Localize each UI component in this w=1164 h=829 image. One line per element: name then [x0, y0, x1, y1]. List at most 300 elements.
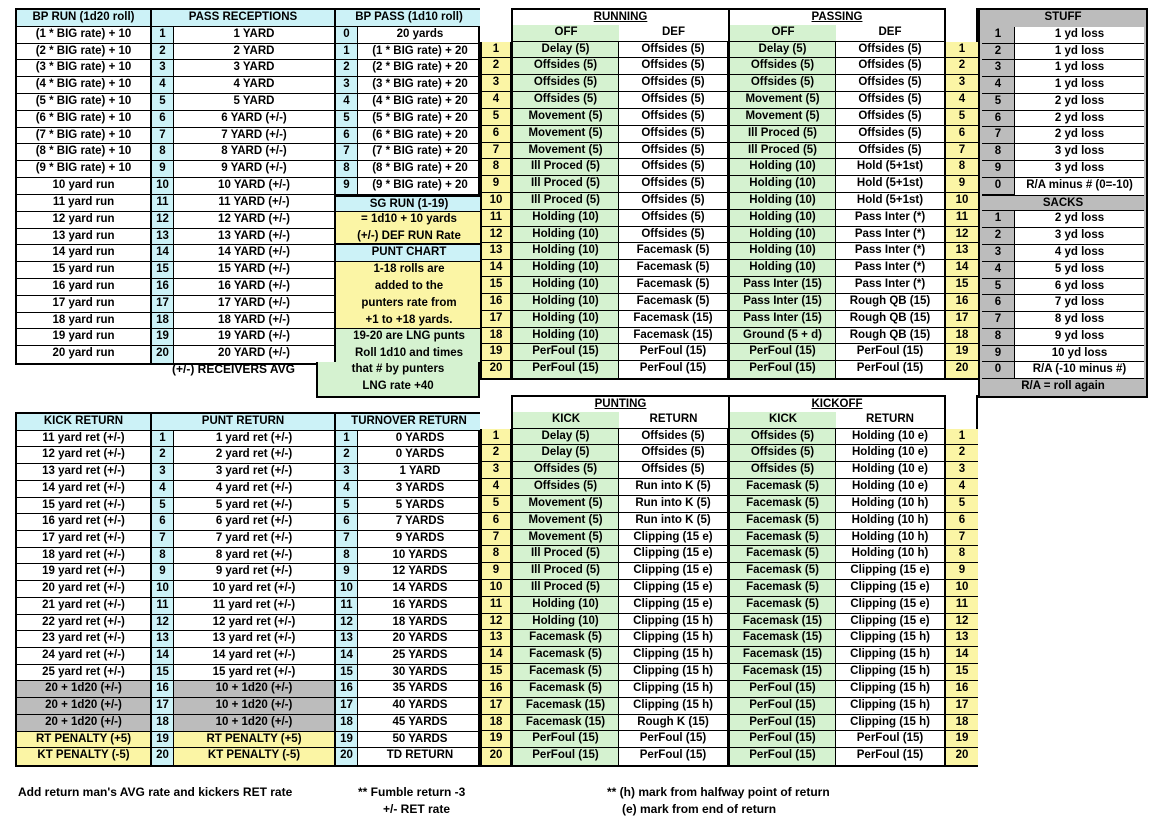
penalty-cell: Offsides (5)	[619, 143, 728, 160]
kick-return-cell: 12 yard ret (+/-)	[17, 447, 152, 464]
roll-number: 4	[982, 262, 1015, 279]
penalty-cell: Pass Inter (15)	[728, 311, 836, 328]
roll-number: 3	[152, 464, 174, 481]
running-def-label: DEF	[619, 25, 728, 42]
roll-number: 20	[152, 748, 174, 765]
penalty-cell: Clipping (15 h)	[619, 614, 728, 631]
punt-return-cell: 5 yard ret (+/-)	[174, 498, 336, 515]
penalty-cell: Holding (10)	[511, 311, 619, 328]
penalty-cell: Clipping (15 h)	[836, 664, 946, 681]
penalty-cell: Facemask (5)	[728, 597, 836, 614]
sacks-title: SACKS	[982, 195, 1144, 212]
penalty-cell: Delay (5)	[511, 429, 619, 446]
roll-number: 14	[336, 648, 358, 665]
roll-number: 18	[946, 328, 978, 345]
penalty-cell: Rough QB (15)	[836, 311, 946, 328]
pass-reception-cell: 13 YARD (+/-)	[174, 229, 336, 246]
turnover-return-cell: 0 YARDS	[358, 431, 482, 448]
penalty-cell: Delay (5)	[511, 42, 619, 59]
sack-cell: 4 yd loss	[1015, 245, 1144, 262]
penalty-cell: Clipping (15 h)	[619, 664, 728, 681]
roll-number: 0	[982, 362, 1015, 379]
punt-chart-line: +1 to +18 yards.	[336, 313, 482, 330]
roll-number: 11	[480, 597, 511, 614]
penalty-cell: Offsides (5)	[619, 176, 728, 193]
punt-return-cell: 6 yard ret (+/-)	[174, 514, 336, 531]
turnover-return-cell: 12 YARDS	[358, 564, 482, 581]
kick-return-cell: 18 yard ret (+/-)	[17, 548, 152, 565]
penalty-cell: Facemask (15)	[619, 328, 728, 345]
sack-cell: 2 yd loss	[1015, 211, 1144, 228]
bp-run-cell: (3 * BIG rate) + 10	[17, 60, 152, 77]
roll-number: 15	[152, 262, 174, 279]
return-table	[15, 412, 480, 767]
penalty-cell: PerFoul (15)	[511, 344, 619, 361]
penalty-cell: Facemask (15)	[728, 664, 836, 681]
roll-number: 1	[982, 211, 1015, 228]
roll-number: 6	[946, 126, 978, 143]
bp-pass-cell: (6 * BIG rate) + 20	[358, 128, 482, 145]
penalty-cell: Holding (10)	[511, 243, 619, 260]
sack-cell: 5 yd loss	[1015, 262, 1144, 279]
penalty-cell: PerFoul (15)	[728, 715, 836, 732]
penalty-cell: Offsides (5)	[511, 479, 619, 496]
penalty-cell: Rough QB (15)	[836, 294, 946, 311]
penalty-cell: Holding (10)	[511, 277, 619, 294]
roll-number: 4	[982, 77, 1015, 94]
penalty-cell: Holding (10)	[511, 294, 619, 311]
pass-reception-cell: 17 YARD (+/-)	[174, 296, 336, 313]
roll-number: 13	[946, 243, 978, 260]
penalty-cell: Ill Proced (5)	[728, 126, 836, 143]
roll-number: 7	[480, 143, 511, 160]
punting-kick-label: KICK	[511, 412, 619, 429]
roll-number: 8	[946, 159, 978, 176]
roll-number: 3	[982, 60, 1015, 77]
roll-number: 6	[946, 513, 978, 530]
turnover-return-cell: 18 YARDS	[358, 615, 482, 632]
penalty-cell: Clipping (15 h)	[619, 698, 728, 715]
roll-number: 10	[480, 193, 511, 210]
turnover-return-cell: 30 YARDS	[358, 665, 482, 682]
punt-return-cell: 13 yard ret (+/-)	[174, 631, 336, 648]
penalty-cell: Holding (10)	[728, 176, 836, 193]
penalty-cell: Offsides (5)	[619, 109, 728, 126]
stuff-cell: 3 yd loss	[1015, 161, 1144, 178]
penalty-cell: Holding (10 h)	[836, 513, 946, 530]
penalty-cell: Clipping (15 h)	[836, 630, 946, 647]
roll-number: 11	[152, 598, 174, 615]
roll-number: 16	[480, 294, 511, 311]
roll-number: 8	[152, 548, 174, 565]
penalty-cell: Offsides (5)	[619, 126, 728, 143]
footer-note-ret-rate: +/- RET rate	[383, 802, 451, 816]
penalty-cell: Movement (5)	[511, 496, 619, 513]
roll-number: 11	[480, 210, 511, 227]
punt-return-cell: 10 + 1d20 (+/-)	[174, 698, 336, 715]
turnover-return-cell: 45 YARDS	[358, 715, 482, 732]
roll-number: 8	[946, 546, 978, 563]
kick-return-cell: 23 yard ret (+/-)	[17, 631, 152, 648]
roll-number: 17	[946, 698, 978, 715]
punt-return-cell: 9 yard ret (+/-)	[174, 564, 336, 581]
penalty-cell: Delay (5)	[728, 42, 836, 59]
roll-number: 8	[152, 144, 174, 161]
penalty-cell: PerFoul (15)	[728, 344, 836, 361]
penalty-cell: Offsides (5)	[619, 75, 728, 92]
punt-return-cell: KT PENALTY (-5)	[174, 748, 336, 765]
penalty-cell: Movement (5)	[728, 92, 836, 109]
penalty-cell: Holding (10)	[511, 260, 619, 277]
roll-number: 1	[982, 27, 1015, 44]
penalty-cell: Offsides (5)	[619, 445, 728, 462]
pass-reception-cell: 12 YARD (+/-)	[174, 212, 336, 229]
penalty-cell: Ill Proced (5)	[511, 580, 619, 597]
roll-number: 2	[982, 228, 1015, 245]
roll-number: 18	[946, 715, 978, 732]
penalty-cell: Hold (5+1st)	[836, 193, 946, 210]
roll-number: 15	[152, 665, 174, 682]
punt-chart-title: PUNT CHART	[336, 245, 482, 262]
roll-number: 6	[982, 111, 1015, 128]
roll-number: 17	[946, 311, 978, 328]
punt-return-cell: 8 yard ret (+/-)	[174, 548, 336, 565]
kick-return-cell: 17 yard ret (+/-)	[17, 531, 152, 548]
roll-number: 2	[480, 58, 511, 75]
kick-return-cell: 16 yard ret (+/-)	[17, 514, 152, 531]
penalty-cell: Offsides (5)	[619, 159, 728, 176]
kickoff-kick-label: KICK	[728, 412, 836, 429]
penalty-cell: Run into K (5)	[619, 513, 728, 530]
roll-number: 11	[946, 210, 978, 227]
turnover-return-cell: 50 YARDS	[358, 732, 482, 749]
penalty-cell: Clipping (15 e)	[619, 530, 728, 547]
turnover-return-cell: 7 YARDS	[358, 514, 482, 531]
punt-chart-line: Roll 1d10 and times	[336, 346, 482, 363]
roll-number: 3	[982, 245, 1015, 262]
roll-number: 3	[946, 462, 978, 479]
penalty-cell: Clipping (15 h)	[836, 647, 946, 664]
penalty-cell: Clipping (15 h)	[836, 681, 946, 698]
roll-number: 7	[336, 144, 358, 161]
sack-cell: 6 yd loss	[1015, 279, 1144, 296]
penalty-cell: Clipping (15 e)	[836, 580, 946, 597]
penalty-cell: Facemask (15)	[728, 630, 836, 647]
roll-number: 4	[152, 77, 174, 94]
roll-number: 11	[946, 597, 978, 614]
penalty-cell: Facemask (5)	[511, 664, 619, 681]
passing-def-label: DEF	[836, 25, 946, 42]
roll-number: 3	[152, 60, 174, 77]
penalty-cell: Offsides (5)	[619, 462, 728, 479]
penalty-cell: Pass Inter (*)	[836, 243, 946, 260]
bp-pass-title: BP PASS (1d10 roll)	[336, 10, 482, 27]
punt-return-cell: 10 yard ret (+/-)	[174, 581, 336, 598]
penalty-cell: PerFoul (15)	[511, 731, 619, 748]
kick-return-cell: 22 yard ret (+/-)	[17, 615, 152, 632]
roll-number: 7	[336, 531, 358, 548]
kickoff-title: KICKOFF	[728, 395, 946, 412]
penalty-cell: Clipping (15 h)	[619, 681, 728, 698]
punt-chart-line: 1-18 rolls are	[336, 262, 482, 279]
penalty-cell: Facemask (5)	[511, 647, 619, 664]
penalty-cell: Run into K (5)	[619, 496, 728, 513]
penalty-cell: Holding (10)	[728, 243, 836, 260]
roll-number: 2	[480, 445, 511, 462]
roll-number: 5	[152, 94, 174, 111]
kick-return-cell: 20 + 1d20 (+/-)	[17, 715, 152, 732]
pass-reception-cell: 18 YARD (+/-)	[174, 313, 336, 330]
roll-number: 16	[336, 681, 358, 698]
bp-run-cell: 12 yard run	[17, 212, 152, 229]
roll-number: 1	[336, 431, 358, 448]
kick-return-cell: 13 yard ret (+/-)	[17, 464, 152, 481]
roll-number: 12	[152, 615, 174, 632]
punt-return-cell: 2 yard ret (+/-)	[174, 447, 336, 464]
stuff-cell: 1 yd loss	[1015, 44, 1144, 61]
roll-number: 4	[480, 479, 511, 496]
penalty-cell: Movement (5)	[511, 530, 619, 547]
roll-number: 18	[152, 313, 174, 330]
kick-return-cell: 14 yard ret (+/-)	[17, 481, 152, 498]
penalty-cell: PerFoul (15)	[728, 731, 836, 748]
roll-number: 13	[152, 631, 174, 648]
penalty-cell: Clipping (15 e)	[619, 597, 728, 614]
penalty-cell: Clipping (15 h)	[836, 715, 946, 732]
roll-number: 20	[946, 748, 978, 765]
penalty-cell: Ill Proced (5)	[728, 143, 836, 160]
bp-run-cell: (5 * BIG rate) + 10	[17, 94, 152, 111]
penalty-cell: Clipping (15 e)	[836, 563, 946, 580]
roll-number: 18	[152, 715, 174, 732]
punting-return-label: RETURN	[619, 412, 728, 429]
roll-number: 5	[480, 109, 511, 126]
pass-reception-cell: 7 YARD (+/-)	[174, 128, 336, 145]
roll-number: 8	[336, 161, 358, 178]
roll-number: 7	[480, 530, 511, 547]
penalty-cell: PerFoul (15)	[836, 731, 946, 748]
roll-number: 15	[946, 664, 978, 681]
turnover-return-cell: 10 YARDS	[358, 548, 482, 565]
punt-chart-line: that # by punters	[318, 362, 478, 379]
roll-number: 19	[946, 344, 978, 361]
bp-run-cell: (6 * BIG rate) + 10	[17, 111, 152, 128]
pass-reception-cell: 15 YARD (+/-)	[174, 262, 336, 279]
penalty-cell: Facemask (15)	[511, 698, 619, 715]
bp-run-cell: 19 yard run	[17, 329, 152, 346]
roll-number: 15	[946, 277, 978, 294]
bp-run-cell: 13 yard run	[17, 229, 152, 246]
roll-number: 1	[152, 27, 174, 44]
bp-run-cell: 14 yard run	[17, 245, 152, 262]
offense-table	[15, 8, 480, 365]
penalty-cell: Clipping (15 h)	[619, 630, 728, 647]
roll-number: 10	[480, 580, 511, 597]
roll-number: 13	[152, 229, 174, 246]
penalty-cell: PerFoul (15)	[728, 698, 836, 715]
roll-number: 16	[152, 681, 174, 698]
penalty-cell: Facemask (5)	[619, 260, 728, 277]
roll-number: 10	[946, 580, 978, 597]
penalty-cell: Offsides (5)	[619, 193, 728, 210]
stuff-cell: 1 yd loss	[1015, 77, 1144, 94]
roll-number: 5	[946, 496, 978, 513]
roll-number: 12	[480, 614, 511, 631]
penalty-cell: Offsides (5)	[728, 75, 836, 92]
roll-number: 0	[336, 27, 358, 44]
roll-number: 15	[336, 665, 358, 682]
roll-number: 9	[946, 563, 978, 580]
penalty-cell: Ill Proced (5)	[511, 176, 619, 193]
roll-number: 16	[480, 681, 511, 698]
kick-return-cell: KT PENALTY (-5)	[17, 748, 152, 765]
bp-run-cell: (8 * BIG rate) + 10	[17, 144, 152, 161]
stuff-cell: 2 yd loss	[1015, 127, 1144, 144]
roll-number: 2	[946, 58, 978, 75]
bp-pass-cell: 20 yards	[358, 27, 482, 44]
bp-run-cell: (7 * BIG rate) + 10	[17, 128, 152, 145]
penalty-cell: Clipping (15 h)	[836, 698, 946, 715]
penalty-cell: Offsides (5)	[511, 75, 619, 92]
kick-return-cell: 20 yard ret (+/-)	[17, 581, 152, 598]
stuff-sacks-table	[978, 8, 1148, 398]
roll-number: 2	[946, 445, 978, 462]
turnover-return-cell: 35 YARDS	[358, 681, 482, 698]
roll-number: 2	[152, 44, 174, 61]
roll-number: 20	[480, 361, 511, 378]
stuff-cell: 2 yd loss	[1015, 111, 1144, 128]
penalty-cell: Offsides (5)	[836, 75, 946, 92]
roll-number: 8	[336, 548, 358, 565]
punt-chart-line: 19-20 are LNG punts	[336, 329, 482, 346]
penalty-cell: Offsides (5)	[619, 429, 728, 446]
pass-reception-cell: 4 YARD	[174, 77, 336, 94]
roll-number: 4	[480, 92, 511, 109]
stuff-cell: 1 yd loss	[1015, 60, 1144, 77]
kick-return-cell: 24 yard ret (+/-)	[17, 648, 152, 665]
roll-number: 19	[480, 731, 511, 748]
punt-return-cell: 10 + 1d20 (+/-)	[174, 681, 336, 698]
running-off-label: OFF	[511, 25, 619, 42]
roll-number: 14	[152, 648, 174, 665]
roll-number: 6	[480, 513, 511, 530]
roll-number: 6	[982, 295, 1015, 312]
footer-note-fumble: ** Fumble return -3	[358, 785, 466, 799]
roll-number: 9	[480, 176, 511, 193]
punt-return-cell: RT PENALTY (+5)	[174, 732, 336, 749]
roll-number: 2	[336, 60, 358, 77]
punting-title: PUNTING	[511, 395, 728, 412]
penalty-cell: PerFoul (15)	[728, 748, 836, 765]
roll-number: 7	[946, 143, 978, 160]
penalty-cell: Holding (10)	[511, 614, 619, 631]
penalty-cell: Facemask (5)	[728, 513, 836, 530]
kick-return-cell: 11 yard ret (+/-)	[17, 431, 152, 448]
penalty-cell: PerFoul (15)	[619, 731, 728, 748]
bp-run-cell: 15 yard run	[17, 262, 152, 279]
roll-number: 17	[480, 311, 511, 328]
roll-number: 4	[336, 481, 358, 498]
penalty-cell: Facemask (5)	[728, 546, 836, 563]
bp-run-cell: 11 yard run	[17, 195, 152, 212]
roll-number: 5	[480, 496, 511, 513]
roll-number: 6	[152, 514, 174, 531]
penalty-cell: Offsides (5)	[511, 58, 619, 75]
penalty-cell: Clipping (15 e)	[619, 546, 728, 563]
roll-number: 6	[152, 111, 174, 128]
roll-number: 5	[946, 109, 978, 126]
penalty-cell: Holding (10 e)	[836, 479, 946, 496]
roll-number: 9	[982, 346, 1015, 363]
stuff-cell: 1 yd loss	[1015, 27, 1144, 44]
penalty-cell: Offsides (5)	[728, 429, 836, 446]
penalty-cell: Holding (10)	[728, 210, 836, 227]
penalty-cell: Pass Inter (15)	[728, 277, 836, 294]
punt-return-cell: 3 yard ret (+/-)	[174, 464, 336, 481]
roll-number: 18	[480, 328, 511, 345]
penalty-cell: Offsides (5)	[836, 92, 946, 109]
stuff-cell: 2 yd loss	[1015, 94, 1144, 111]
roll-number: 5	[152, 498, 174, 515]
roll-number: 18	[480, 715, 511, 732]
punt-return-cell: 1 yard ret (+/-)	[174, 431, 336, 448]
bp-run-cell: 17 yard run	[17, 296, 152, 313]
penalty-cell: Holding (10)	[511, 210, 619, 227]
kick-return-cell: RT PENALTY (+5)	[17, 732, 152, 749]
roll-number: 5	[982, 94, 1015, 111]
roll-number: 9	[152, 161, 174, 178]
penalty-cell: Hold (5+1st)	[836, 159, 946, 176]
roll-number: 17	[336, 698, 358, 715]
penalty-cell: Facemask (5)	[619, 277, 728, 294]
penalty-cell: Clipping (15 e)	[619, 563, 728, 580]
bp-run-title: BP RUN (1d20 roll)	[17, 10, 152, 27]
penalty-cell: Offsides (5)	[836, 109, 946, 126]
kick-return-cell: 15 yard ret (+/-)	[17, 498, 152, 515]
penalty-cell: Holding (10)	[728, 227, 836, 244]
punt-return-cell: 4 yard ret (+/-)	[174, 481, 336, 498]
penalty-cell: Clipping (15 h)	[619, 647, 728, 664]
turnover-return-cell: 14 YARDS	[358, 581, 482, 598]
roll-number: 8	[982, 144, 1015, 161]
punt-return-cell: 12 yard ret (+/-)	[174, 615, 336, 632]
roll-number: 13	[480, 243, 511, 260]
pass-reception-cell: 5 YARD	[174, 94, 336, 111]
roll-number: 3	[336, 464, 358, 481]
penalty-cell: Facemask (5)	[619, 294, 728, 311]
turnover-return-cell: 25 YARDS	[358, 648, 482, 665]
roll-number: 9	[946, 176, 978, 193]
roll-number: 14	[152, 245, 174, 262]
roll-number: 19	[480, 344, 511, 361]
roll-number: 5	[982, 279, 1015, 296]
turnover-return-cell: 9 YARDS	[358, 531, 482, 548]
stuff-cell: R/A minus # (0=-10)	[1015, 178, 1144, 195]
bp-pass-cell: (3 * BIG rate) + 20	[358, 77, 482, 94]
turnover-return-cell: 5 YARDS	[358, 498, 482, 515]
penalty-cell: Facemask (5)	[728, 580, 836, 597]
turnover-return-cell: TD RETURN	[386, 749, 454, 762]
penalty-cell: Pass Inter (*)	[836, 260, 946, 277]
penalty-cell: Ill Proced (5)	[511, 563, 619, 580]
footer-note-return: Add return man's AVG rate and kickers RET rate	[18, 785, 293, 799]
bp-run-cell: 20 yard run	[17, 346, 152, 363]
penalty-cell: Facemask (5)	[728, 496, 836, 513]
turnover-return-cell: 1 YARD	[358, 464, 482, 481]
penalty-cell: Holding (10 h)	[836, 496, 946, 513]
roll-number: 10	[152, 178, 174, 195]
penalty-cell: Movement (5)	[728, 109, 836, 126]
